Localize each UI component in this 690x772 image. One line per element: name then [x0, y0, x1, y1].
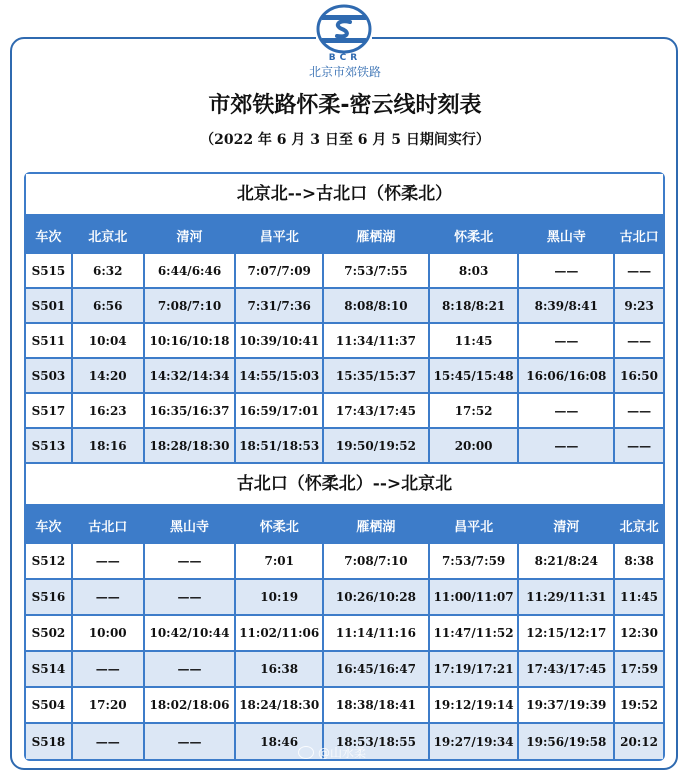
header-cell: 昌平北 [454, 519, 494, 535]
table-cell: 17:43/17:45 [519, 652, 613, 686]
table-cell: 18:46 [236, 724, 322, 759]
table-cell: 17:43/17:45 [324, 394, 428, 427]
table-cell: 20:00 [430, 429, 518, 462]
header-cell: 黑山寺 [169, 519, 209, 535]
table-cell: 11:00/11:07 [430, 580, 518, 614]
train-number: S504 [26, 688, 71, 722]
table-cell: —— [73, 544, 143, 578]
table-cell: —— [73, 580, 143, 614]
table-cell: 19:50/19:52 [324, 429, 428, 462]
train-number: S512 [26, 544, 71, 578]
train-number: S517 [26, 394, 71, 427]
train-number: S502 [26, 616, 71, 650]
table-cell: 11:45 [430, 324, 518, 357]
logo [0, 0, 690, 82]
bcr-logo-icon [316, 4, 372, 54]
table-cell: 7:08/7:10 [324, 544, 428, 578]
table-cell: 7:31/7:36 [236, 289, 322, 322]
header-cell: 怀柔北 [259, 519, 299, 535]
table-cell: 8:03 [430, 254, 518, 287]
table-cell: 11:47/11:52 [430, 616, 518, 650]
table-cell: 10:19 [236, 580, 322, 614]
logo-org-name-text: 北京市郊铁路 [305, 65, 385, 79]
table-cell: 17:20 [73, 688, 143, 722]
table-row [26, 289, 663, 322]
timetable [24, 172, 665, 761]
table-cell: 16:45/16:47 [324, 652, 428, 686]
header-cell: 雁栖湖 [356, 229, 396, 245]
page-title: 市郊铁路怀柔-密云线时刻表 [208, 93, 482, 118]
table-cell: 8:38 [615, 544, 663, 578]
table-cell: 7:01 [236, 544, 322, 578]
outbound-direction-title: 北京北-->古北口（怀柔北） [26, 174, 663, 214]
header-cell: 北京北 [619, 519, 659, 535]
header-cell: 车次 [35, 229, 62, 245]
header-cell: 清河 [553, 519, 580, 535]
table-cell: 15:45/15:48 [430, 359, 518, 392]
table-cell: 11:02/11:06 [236, 616, 322, 650]
table-row [26, 394, 663, 427]
table-cell: 19:27/19:34 [430, 724, 518, 759]
table-cell: —— [615, 324, 663, 357]
table-cell: 19:37/19:39 [519, 688, 613, 722]
table-row [26, 429, 663, 462]
table-row [26, 616, 663, 650]
train-number: S516 [26, 580, 71, 614]
table-cell: 17:52 [430, 394, 518, 427]
table-row [26, 580, 663, 614]
table-cell: —— [519, 324, 613, 357]
table-cell: 12:15/12:17 [519, 616, 613, 650]
table-cell: 16:38 [236, 652, 322, 686]
table-cell: 7:53/7:55 [324, 254, 428, 287]
table-cell: 8:08/8:10 [324, 289, 428, 322]
table-cell: 7:07/7:09 [236, 254, 322, 287]
weibo-icon [298, 746, 314, 759]
table-cell: 16:59/17:01 [236, 394, 322, 427]
table-cell: 18:51/18:53 [236, 429, 322, 462]
train-number: S518 [26, 724, 71, 759]
header-cell: 怀柔北 [454, 229, 494, 245]
logo-abbreviation: BCR [328, 53, 362, 63]
table-cell: 10:00 [73, 616, 143, 650]
train-number: S501 [26, 289, 71, 322]
table-cell: 14:55/15:03 [236, 359, 322, 392]
table-cell: 16:23 [73, 394, 143, 427]
header-cell: 古北口 [88, 519, 128, 535]
header-cell: 古北口 [619, 229, 659, 245]
table-cell: 10:26/10:28 [324, 580, 428, 614]
table-cell: 10:39/10:41 [236, 324, 322, 357]
train-number: S511 [26, 324, 71, 357]
table-cell: —— [73, 652, 143, 686]
table-cell: 9:23 [615, 289, 663, 322]
table-cell: —— [615, 429, 663, 462]
outbound-header-row [26, 216, 663, 254]
table-cell: 19:12/19:14 [430, 688, 518, 722]
watermark [298, 740, 366, 764]
watermark-text: @山水柔 [318, 745, 367, 760]
table-cell: 8:18/8:21 [430, 289, 518, 322]
table-cell: 11:14/11:16 [324, 616, 428, 650]
table-cell: 11:29/11:31 [519, 580, 613, 614]
table-cell: 11:34/11:37 [324, 324, 428, 357]
table-cell: 17:59 [615, 652, 663, 686]
table-cell: 12:30 [615, 616, 663, 650]
table-cell: —— [519, 429, 613, 462]
header-cell: 北京北 [88, 229, 128, 245]
table-cell: —— [615, 394, 663, 427]
train-number: S515 [26, 254, 71, 287]
table-row [26, 688, 663, 722]
table-cell: —— [145, 724, 235, 759]
table-cell: 18:24/18:30 [236, 688, 322, 722]
table-cell: —— [519, 254, 613, 287]
header-cell: 雁栖湖 [356, 519, 396, 535]
table-cell: —— [145, 580, 235, 614]
table-cell: 16:50 [615, 359, 663, 392]
logo-org-name [0, 63, 690, 80]
table-cell: 18:02/18:06 [145, 688, 235, 722]
table-cell: 17:19/17:21 [430, 652, 518, 686]
header-cell: 车次 [35, 519, 62, 535]
table-cell: 19:56/19:58 [519, 724, 613, 759]
table-cell: 18:38/18:41 [324, 688, 428, 722]
table-cell: 15:35/15:37 [324, 359, 428, 392]
table-row [26, 652, 663, 686]
train-number: S513 [26, 429, 71, 462]
table-cell: 19:52 [615, 688, 663, 722]
table-cell: 18:16 [73, 429, 143, 462]
table-cell: —— [615, 254, 663, 287]
table-row [26, 254, 663, 287]
table-cell: 7:08/7:10 [145, 289, 235, 322]
table-cell: 10:04 [73, 324, 143, 357]
inbound-header-row [26, 506, 663, 544]
table-cell: —— [145, 544, 235, 578]
table-cell: 7:53/7:59 [430, 544, 518, 578]
header-cell: 清河 [176, 229, 203, 245]
page-subtitle: （2022 年 6 月 3 日至 6 月 5 日期间实行） [200, 132, 490, 148]
table-cell: 8:39/8:41 [519, 289, 613, 322]
table-cell: —— [73, 724, 143, 759]
table-cell: 10:16/10:18 [145, 324, 235, 357]
table-cell: 18:53/18:55 [324, 724, 428, 759]
inbound-direction-title: 古北口（怀柔北）-->北京北 [26, 464, 663, 504]
header-cell: 昌平北 [259, 229, 299, 245]
table-cell: —— [519, 394, 613, 427]
table-cell: 18:28/18:30 [145, 429, 235, 462]
table-cell: —— [145, 652, 235, 686]
table-cell: 6:44/6:46 [145, 254, 235, 287]
train-number: S503 [26, 359, 71, 392]
table-cell: 11:45 [615, 580, 663, 614]
table-cell: 8:21/8:24 [519, 544, 613, 578]
table-cell: 6:56 [73, 289, 143, 322]
table-row [26, 544, 663, 578]
table-cell: 14:20 [73, 359, 143, 392]
table-cell: 16:35/16:37 [145, 394, 235, 427]
table-cell: 6:32 [73, 254, 143, 287]
table-cell: 20:12 [615, 724, 663, 759]
table-row [26, 324, 663, 357]
train-number: S514 [26, 652, 71, 686]
header-cell: 黑山寺 [546, 229, 586, 245]
table-cell: 14:32/14:34 [145, 359, 235, 392]
table-row [26, 359, 663, 392]
table-cell: 10:42/10:44 [145, 616, 235, 650]
table-cell: 16:06/16:08 [519, 359, 613, 392]
